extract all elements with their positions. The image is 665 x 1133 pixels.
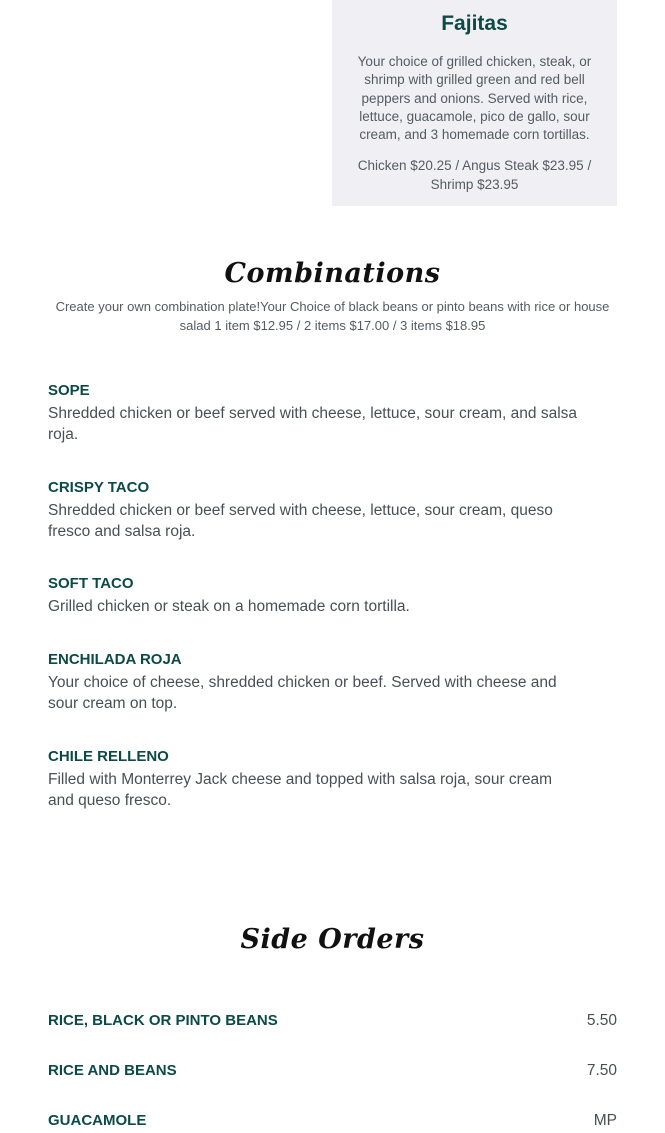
- item-name: ENCHILADA ROJA: [48, 651, 182, 668]
- item-name: CHILE RELLENO: [48, 748, 169, 765]
- side-item-rice-and-beans: [48, 1060, 617, 1082]
- side-item-price: 5.50: [586, 1012, 617, 1029]
- side-item-price: MP: [593, 1112, 617, 1129]
- side-item-name: RICE AND BEANS: [48, 1062, 177, 1079]
- menu-item-soft-taco: [48, 574, 578, 617]
- fajitas-description: Your choice of grilled chicken, steak, or shrimp with grilled green and red bell peppers and onions. Served with rice, lettuce, guacamole, pico de gallo, sour cream, and 3 homemade corn tortillas.: [357, 54, 592, 143]
- menu-item-enchilada-roja: [48, 650, 578, 714]
- combinations-intro: Create your own combination plate!Your Choice of black beans or pinto beans with rice or house salad 1 item $12.95 / 2 items $17.00 / 3 items $18.95: [55, 299, 610, 333]
- item-name: SOFT TACO: [48, 575, 134, 592]
- side-item-rice-beans-choice: [48, 1010, 617, 1032]
- combinations-title: Combinations: [224, 258, 441, 289]
- item-description: Filled with Monterrey Jack cheese and topped with salsa roja, sour cream and queso fresco.: [48, 771, 552, 809]
- fajitas-title: Fajitas: [441, 12, 508, 35]
- menu-item-chile-relleno: [48, 747, 578, 811]
- item-description: Your choice of cheese, shredded chicken or beef. Served with cheese and sour cream on top.: [48, 674, 557, 712]
- item-name: SOPE: [48, 382, 90, 399]
- side-item-price: 7.50: [586, 1062, 617, 1079]
- menu-item-sope: [48, 381, 578, 445]
- side-item-guacamole: [48, 1110, 617, 1132]
- menu-item-crispy-taco: [48, 478, 578, 542]
- side-item-name: GUACAMOLE: [48, 1112, 147, 1129]
- fajitas-card: [332, 0, 617, 206]
- fajitas-prices: Chicken $20.25 / Angus Steak $23.95 / Shrimp $23.95: [357, 158, 592, 193]
- side-item-name: RICE, BLACK OR PINTO BEANS: [48, 1012, 278, 1029]
- item-name: CRISPY TACO: [48, 479, 150, 496]
- item-description: Grilled chicken or steak on a homemade corn tortilla.: [48, 598, 410, 615]
- item-description: Shredded chicken or beef served with cheese, lettuce, sour cream, queso fresco and salsa roja.: [48, 502, 553, 540]
- side-orders-title: Side Orders: [240, 924, 425, 955]
- item-description: Shredded chicken or beef served with cheese, lettuce, sour cream, and salsa roja.: [48, 405, 578, 443]
